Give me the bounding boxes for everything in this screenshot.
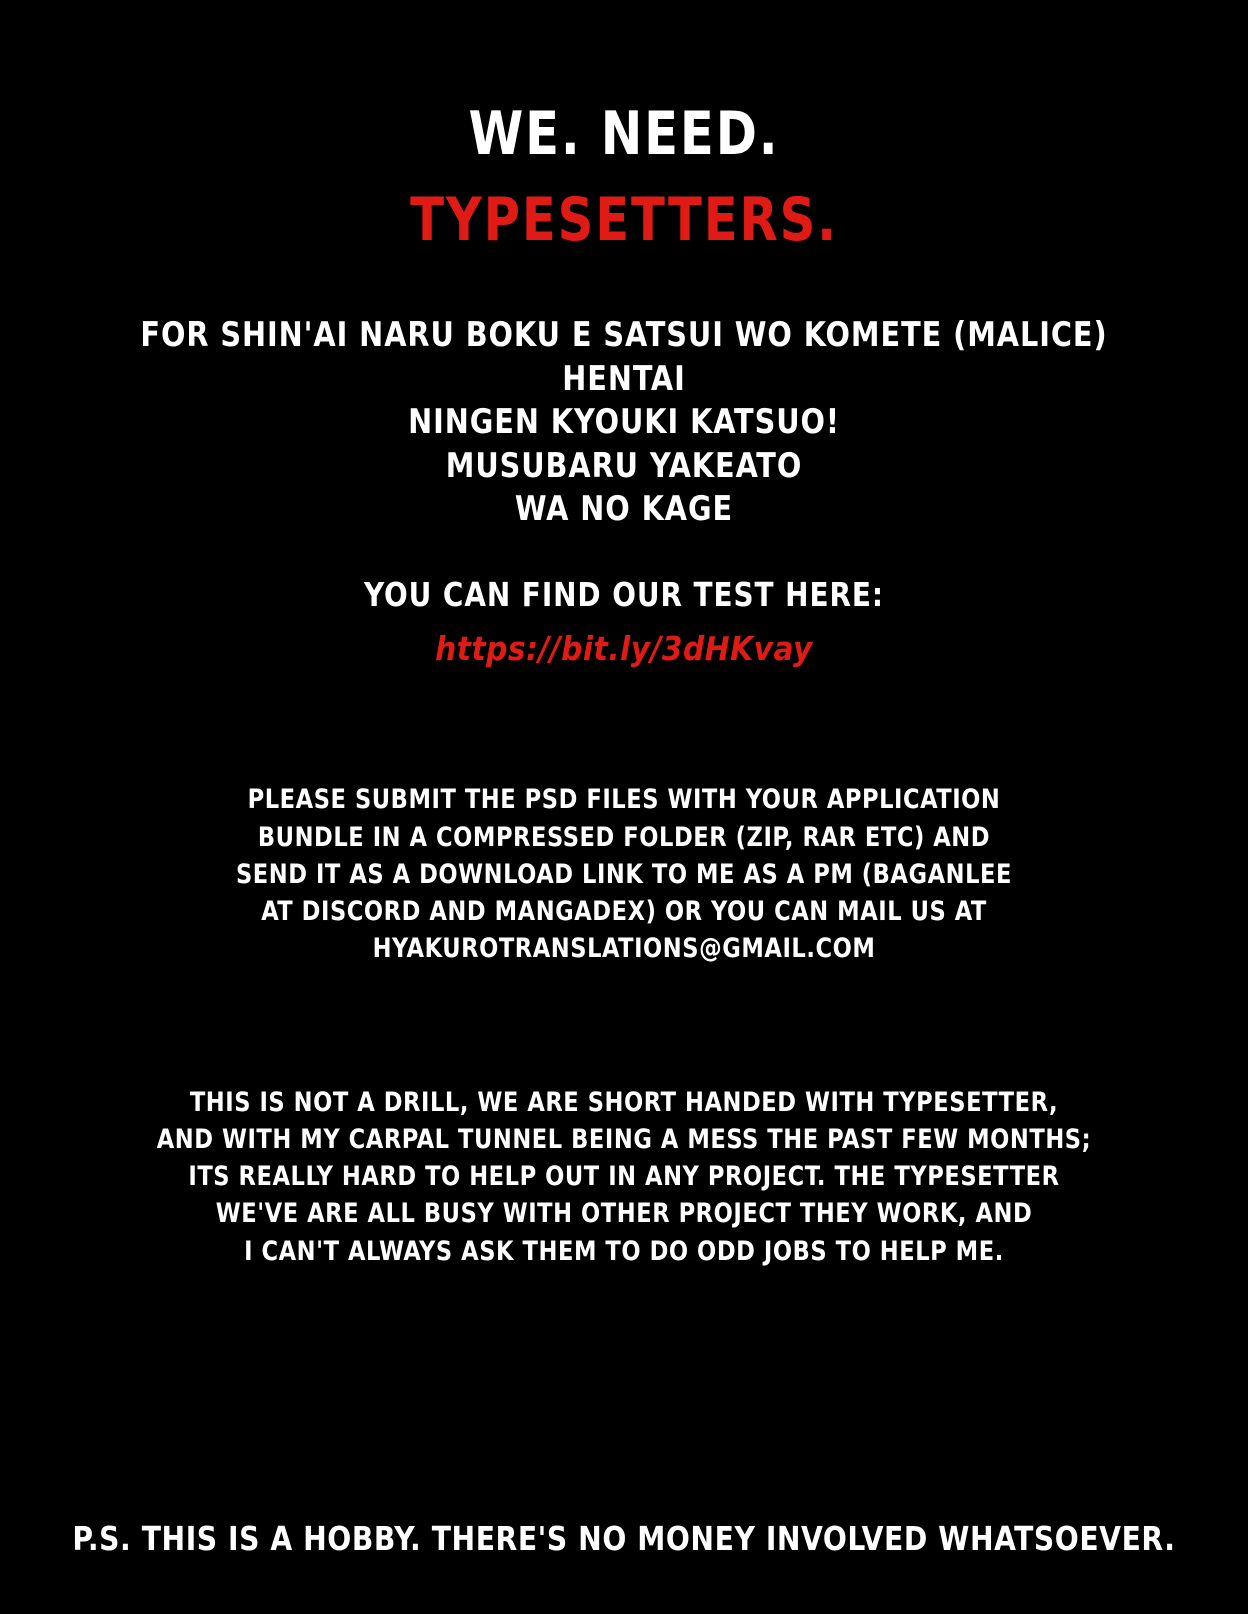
note-line-3: WE'VE ARE ALL BUSY WITH OTHER PROJECT THEY WORK, AND — [215, 1198, 1033, 1230]
submission-line-1: BUNDLE IN A COMPRESSED FOLDER (ZIP, RAR ETC) AND — [257, 821, 991, 853]
note-line-2: ITS REALLY HARD TO HELP OUT IN ANY PROJECT. THE TYPESETTER — [188, 1161, 1060, 1193]
headline — [0, 0, 1248, 255]
headline-line-1: WE. NEED. — [468, 99, 780, 169]
submission-instructions — [0, 781, 1248, 967]
note-line-4: I CAN'T ALWAYS ASK THEM TO DO ODD JOBS TO HELP ME. — [244, 1235, 1004, 1267]
personal-note — [0, 1084, 1248, 1270]
project-item-2: MUSUBARU YAKEATO — [445, 445, 803, 486]
note-line-0: THIS IS NOT A DRILL, WE ARE SHORT HANDED WITH TYPESETTER, — [189, 1086, 1059, 1118]
test-label: YOU CAN FIND OUR TEST HERE: — [363, 574, 885, 614]
footer-note: P.S. THIS IS A HOBBY. THERE'S NO MONEY INVOLVED WHATSOEVER. — [72, 1519, 1176, 1558]
project-item-3: WA NO KAGE — [514, 489, 734, 530]
test-section — [0, 574, 1248, 672]
submission-line-2: SEND IT AS A DOWNLOAD LINK TO ME AS A PM (BAGANLEE — [235, 858, 1013, 890]
project-intro: FOR SHIN'AI NARU BOKU E SATSUI WO KOMETE (MALICE) — [140, 315, 1108, 355]
submission-line-0: PLEASE SUBMIT THE PSD FILES WITH YOUR APPLICATION — [247, 784, 1001, 816]
project-item-0: HENTAI — [562, 358, 686, 399]
project-item-1: NINGEN KYOUKI KATSUO! — [408, 402, 840, 443]
submission-line-4: HYAKUROTRANSLATIONS@GMAIL.COM — [372, 933, 876, 965]
submission-line-3: AT DISCORD AND MANGADEX) OR YOU CAN MAIL US AT — [261, 896, 987, 928]
headline-line-2: TYPESETTERS. — [410, 185, 838, 255]
note-line-1: AND WITH MY CARPAL TUNNEL BEING A MESS THE PAST FEW MONTHS; — [156, 1123, 1092, 1155]
project-list — [0, 314, 1248, 532]
test-link[interactable]: https://bit.ly/3dHKvay — [435, 629, 813, 669]
